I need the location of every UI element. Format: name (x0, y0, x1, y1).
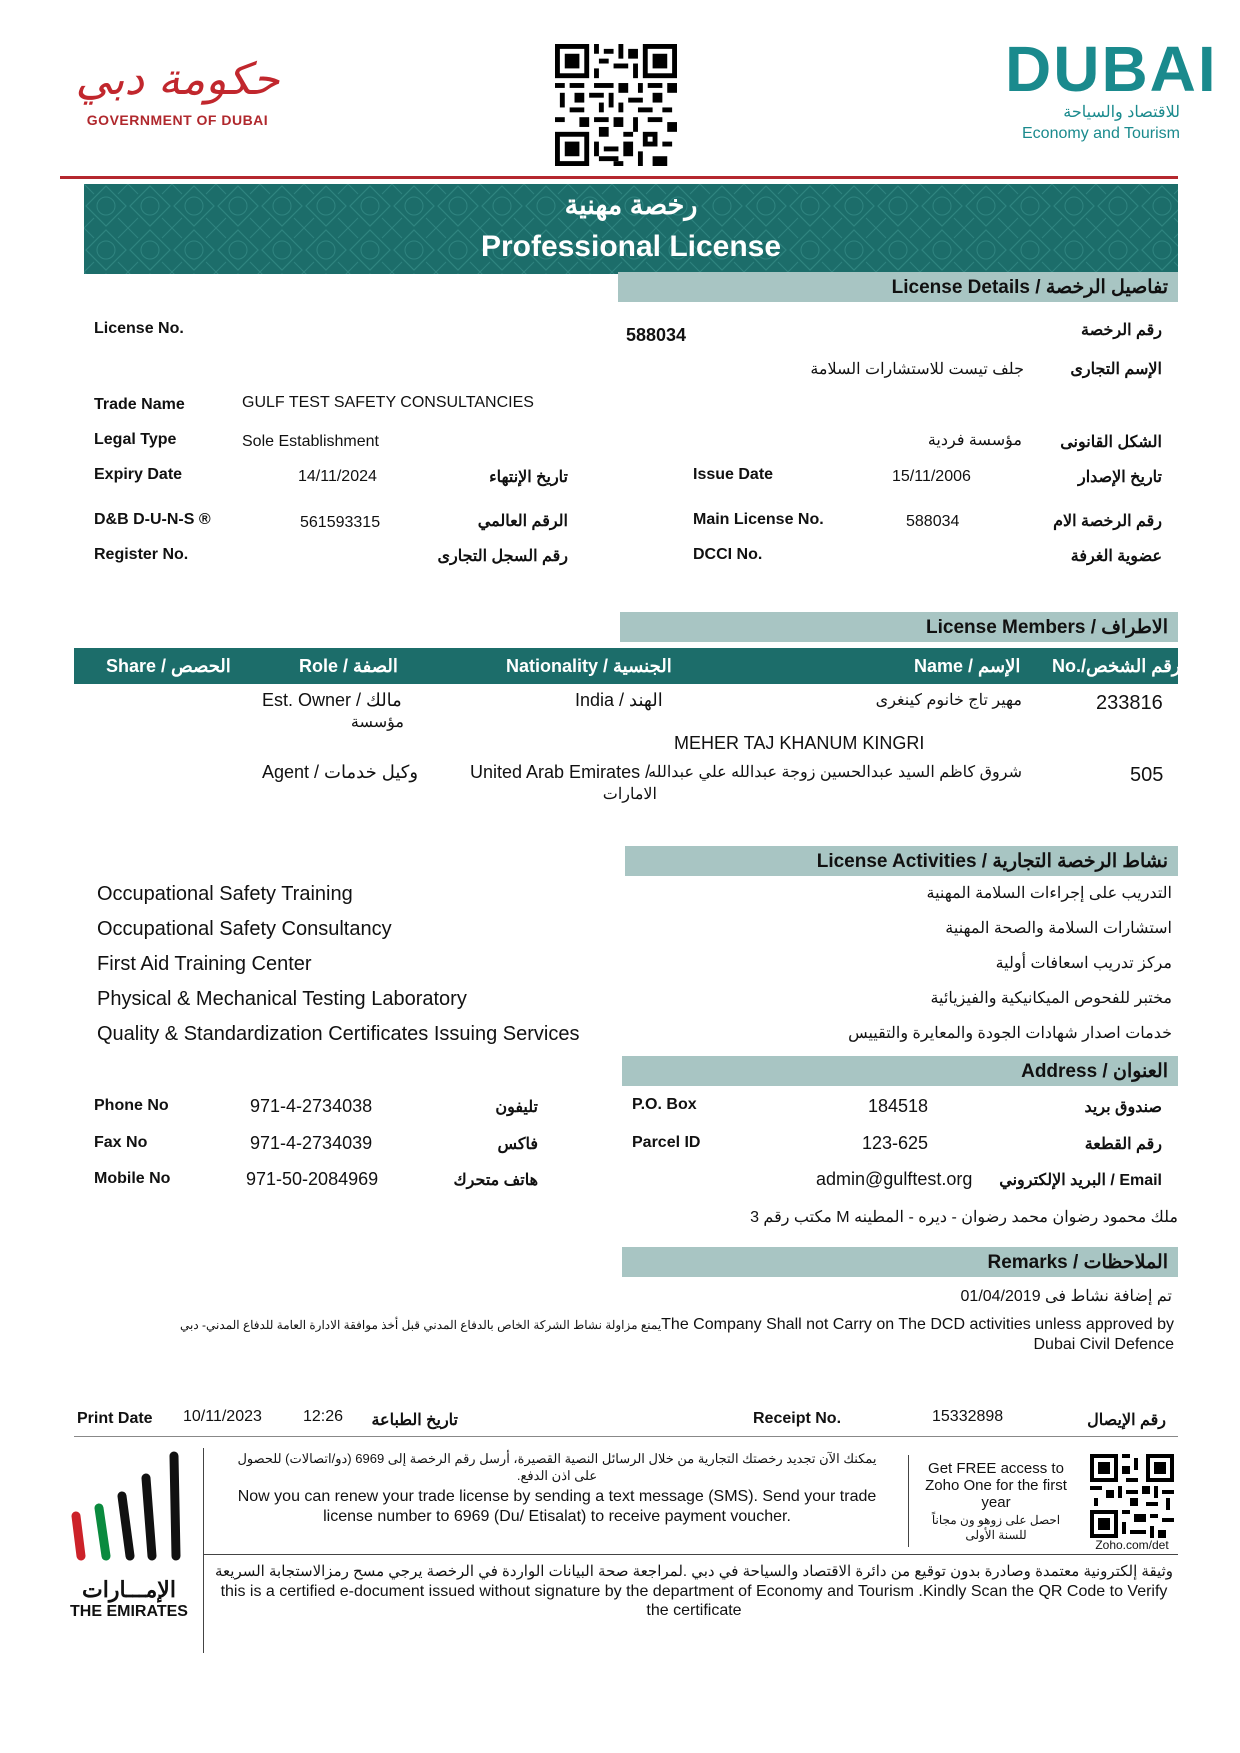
license-no-value: 588034 (626, 325, 687, 345)
member-2-name-arabic: شروق كاظم السيد عبدالحسين زوجة عبدالله علي عبدالله (648, 764, 1022, 781)
dubai-logo-text: DUBAI (1005, 33, 1218, 105)
expiry-date-value: 14/11/2024 (298, 468, 377, 485)
remark-civil-defence-english-2: Dubai Civil Defence (1033, 1336, 1174, 1353)
zoho-url[interactable]: Zoho.com/det (1095, 1538, 1169, 1552)
the-emirates-logo (66, 1448, 192, 1628)
legal-type-label-ar: الشكل القانونى (1060, 434, 1162, 451)
header-red-rule (60, 176, 1178, 179)
col-share: Share / الحصص (106, 656, 231, 676)
det-logo-arabic: للاقتصاد والسياحة (1063, 104, 1180, 121)
receipt-no-label-ar: رقم الإيصال (1087, 1412, 1166, 1429)
footer-top-rule (74, 1436, 1178, 1437)
member-1-name: MEHER TAJ KHANUM KINGRI (674, 733, 925, 753)
emirates-flag-stripes-icon (66, 1448, 192, 1568)
activity-5: Quality & Standardization Certificates Issuing Services (97, 1023, 580, 1045)
member-1-name-arabic: مهير تاج خانوم كينغرى (875, 692, 1022, 709)
main-license-value: 588034 (906, 513, 960, 530)
receipt-no-value: 15332898 (932, 1408, 1004, 1425)
po-box-label: P.O. Box (632, 1096, 697, 1113)
license-members-title: License Members / الاطراف (926, 616, 1168, 638)
member-2-role: Agent / وكيل خدمات (262, 762, 419, 782)
zoho-offer-line-3: year (981, 1494, 1011, 1511)
legal-type-label: Legal Type (94, 431, 177, 448)
zoho-offer-line-1: Get FREE access to (928, 1460, 1064, 1477)
footer-middle-rule (203, 1554, 1178, 1555)
remark-civil-defence-arabic: يمنع مزاولة نشاط الشركة الخاص بالدفاع المدني قبل أخذ موافقة الادارة العامة للدفاع المدني- دبي (180, 1318, 662, 1332)
sms-renewal-arabic: يمكنك الآن تجديد رخصتك التجارية من خلال الرسائل النصية القصيرة، أرسل رقم الرخصة إلى 6969 (دو/اتصالات) للحصول على اذن الدفع. (237, 1451, 877, 1483)
member-2-nationality: United Arab Emirates / (470, 762, 651, 782)
trade-name-value: GULF TEST SAFETY CONSULTANCIES (242, 394, 534, 411)
member-1-role: Est. Owner / مالك (262, 690, 402, 710)
member-1-role-2: مؤسسة (350, 714, 404, 731)
qr-code-icon (555, 44, 677, 166)
zoho-offer-arabic: احصل على زوهو ون مجاناً للسنة الأولى (931, 1513, 1061, 1542)
expiry-date-label-ar: تاريخ الإنتهاء (489, 469, 568, 486)
print-date-label-ar: تاريخ الطباعة (371, 1412, 458, 1429)
activity-4: Physical & Mechanical Testing Laboratory (97, 988, 467, 1010)
member-2-nationality-2: الامارات (602, 786, 657, 803)
remarks-title: Remarks / الملاحظات (987, 1251, 1168, 1273)
license-details-title: License Details / تفاصيل الرخصة (891, 276, 1168, 298)
remark-civil-defence-english: The Company Shall not Carry on The DCD activities unless approved by (661, 1316, 1174, 1333)
activity-1-arabic: التدريب على إجراءات السلامة المهنية (926, 885, 1172, 902)
certified-document-note (210, 1562, 1178, 1620)
zoho-divider (908, 1455, 909, 1547)
mobile-label-ar: هاتف متحرك (453, 1172, 538, 1189)
license-title: Professional License (480, 230, 782, 263)
parcel-id-label-ar: رقم القطعة (1084, 1136, 1162, 1153)
col-name: Name / الإسم (914, 656, 1021, 676)
issue-date-label: Issue Date (693, 466, 774, 483)
duns-value: 561593315 (300, 514, 381, 531)
legal-type-value: Sole Establishment (242, 433, 379, 450)
zoho-qr-code-icon[interactable] (1090, 1454, 1176, 1552)
dubai-economy-tourism-logo (1005, 33, 1218, 151)
sms-renewal-english: Now you can renew your trade license by sending a text message (SMS). Send your trade license number to 6969 (Du/ Etisalat) to receive payment voucher. (237, 1488, 877, 1525)
address-header (622, 1056, 1178, 1086)
activity-3-arabic: مركز تدريب اسعافات أولية (995, 955, 1172, 972)
receipt-no-label: Receipt No. (753, 1410, 842, 1427)
activity-3: First Aid Training Center (97, 953, 312, 975)
expiry-date-label: Expiry Date (94, 466, 183, 483)
mobile-label: Mobile No (94, 1170, 171, 1187)
dcci-no-label-ar: عضوية الغرفة (1070, 548, 1162, 565)
issue-date-value: 15/11/2006 (892, 468, 971, 485)
emirates-logo-english: THE EMIRATES (70, 1603, 188, 1620)
title-banner (84, 184, 1178, 274)
det-logo-english: Economy and Tourism (1022, 125, 1180, 142)
gov-logo-english: GOVERNMENT OF DUBAI (86, 112, 269, 128)
parcel-id-label: Parcel ID (632, 1134, 701, 1151)
mobile-value: 971-50-2084969 (246, 1169, 379, 1189)
zoho-offer-line-2: Zoho One for the first (925, 1477, 1067, 1494)
certified-note-english: this is a certified e-document issued without signature by the department of Economy and Tourism .Kindly Scan the QR Code to Verify the certificate (220, 1583, 1168, 1619)
activity-4-arabic: مختبر للفحوص الميكانيكية والفيزيائية (930, 990, 1172, 1007)
license-no-label-ar: رقم الرخصة (1081, 322, 1162, 339)
duns-label: D&B D-U-N-S ® (94, 511, 211, 528)
fax-value: 971-4-2734039 (250, 1133, 373, 1153)
duns-label-ar: الرقم العالمي (477, 513, 568, 530)
license-activities-title: License Activities / نشاط الرخصة التجارية (816, 850, 1168, 872)
phone-value: 971-4-2734038 (250, 1096, 373, 1116)
phone-label: Phone No (94, 1097, 169, 1114)
activity-5-arabic: خدمات اصدار شهادات الجودة والمعايرة والتقييس (848, 1025, 1172, 1042)
gov-logo-arabic: حكومة دبي (75, 54, 280, 105)
col-role: Role / الصفة (299, 656, 398, 676)
col-nationality: Nationality / الجنسية (506, 656, 672, 676)
sms-renewal-note (212, 1450, 902, 1527)
license-no-label: License No. (94, 320, 184, 337)
po-box-label-ar: صندوق بريد (1084, 1099, 1162, 1116)
register-no-label-ar: رقم السجل التجارى (437, 548, 568, 565)
phone-label-ar: تليفون (495, 1099, 538, 1116)
license-title-arabic: رخصة مهنية (564, 190, 698, 220)
certified-note-arabic: وثيقة إلكترونية معتمدة وصادرة بدون توقيع من دائرة الاقتصاد والسياحة في دبي .لمراجعة صحة البيانات الواردة في الرخصة يرجي مسح رمزالاستجابة السريعة (215, 1563, 1173, 1580)
footer-vertical-rule (203, 1448, 204, 1653)
address-line: ملك محمود رضوان محمد رضوان - ديره - المطينه M مكتب رقم 3 (750, 1209, 1178, 1226)
print-date-label: Print Date (77, 1410, 153, 1427)
license-members-header (620, 612, 1178, 642)
zoho-offer[interactable] (912, 1460, 1080, 1543)
activity-2-arabic: استشارات السلامة والصحة المهنية (945, 920, 1172, 937)
member-1-number: 233816 (1096, 692, 1163, 714)
member-1-nationality: India / الهند (575, 690, 663, 710)
trade-name-label-ar: الإسم التجارى (1070, 361, 1162, 378)
issue-date-label-ar: تاريخ الإصدار (1077, 469, 1162, 486)
dcci-no-label: DCCI No. (693, 546, 763, 563)
address-title: Address / العنوان (1021, 1060, 1168, 1082)
fax-label: Fax No (94, 1134, 148, 1151)
print-date-value: 10/11/2023 (183, 1408, 262, 1425)
member-2-number: 505 (1130, 764, 1164, 786)
email-label: Email / البريد الإلكتروني (999, 1172, 1162, 1189)
activity-1: Occupational Safety Training (97, 883, 353, 905)
government-of-dubai-logo (70, 50, 285, 145)
legal-type-arabic-value: مؤسسة فردية (927, 432, 1022, 449)
members-table-header (74, 648, 1181, 684)
col-number: No./رقم الشخص (1052, 656, 1181, 676)
license-activities-header (625, 846, 1178, 876)
main-license-label: Main License No. (693, 511, 824, 528)
emirates-logo-arabic: الإمـــارات (82, 1577, 176, 1602)
license-details-header (618, 272, 1178, 302)
main-license-label-ar: رقم الرخصة الام (1053, 513, 1162, 530)
remark-activity-added: تم إضافة نشاط فى 01/04/2019 (960, 1288, 1172, 1305)
po-box-value: 184518 (868, 1096, 929, 1116)
remarks-header (622, 1247, 1178, 1277)
print-time-value: 12:26 (303, 1408, 344, 1425)
trade-name-arabic-value: جلف تيست للاستشارات السلامة (810, 361, 1024, 378)
register-no-label: Register No. (94, 546, 189, 563)
trade-name-label: Trade Name (94, 396, 185, 413)
email-value[interactable]: admin@gulftest.org (816, 1169, 973, 1189)
fax-label-ar: فاكس (497, 1136, 538, 1153)
remark-civil-defence (120, 1315, 1174, 1354)
parcel-id-value: 123-625 (862, 1133, 929, 1153)
activity-2: Occupational Safety Consultancy (97, 918, 392, 940)
